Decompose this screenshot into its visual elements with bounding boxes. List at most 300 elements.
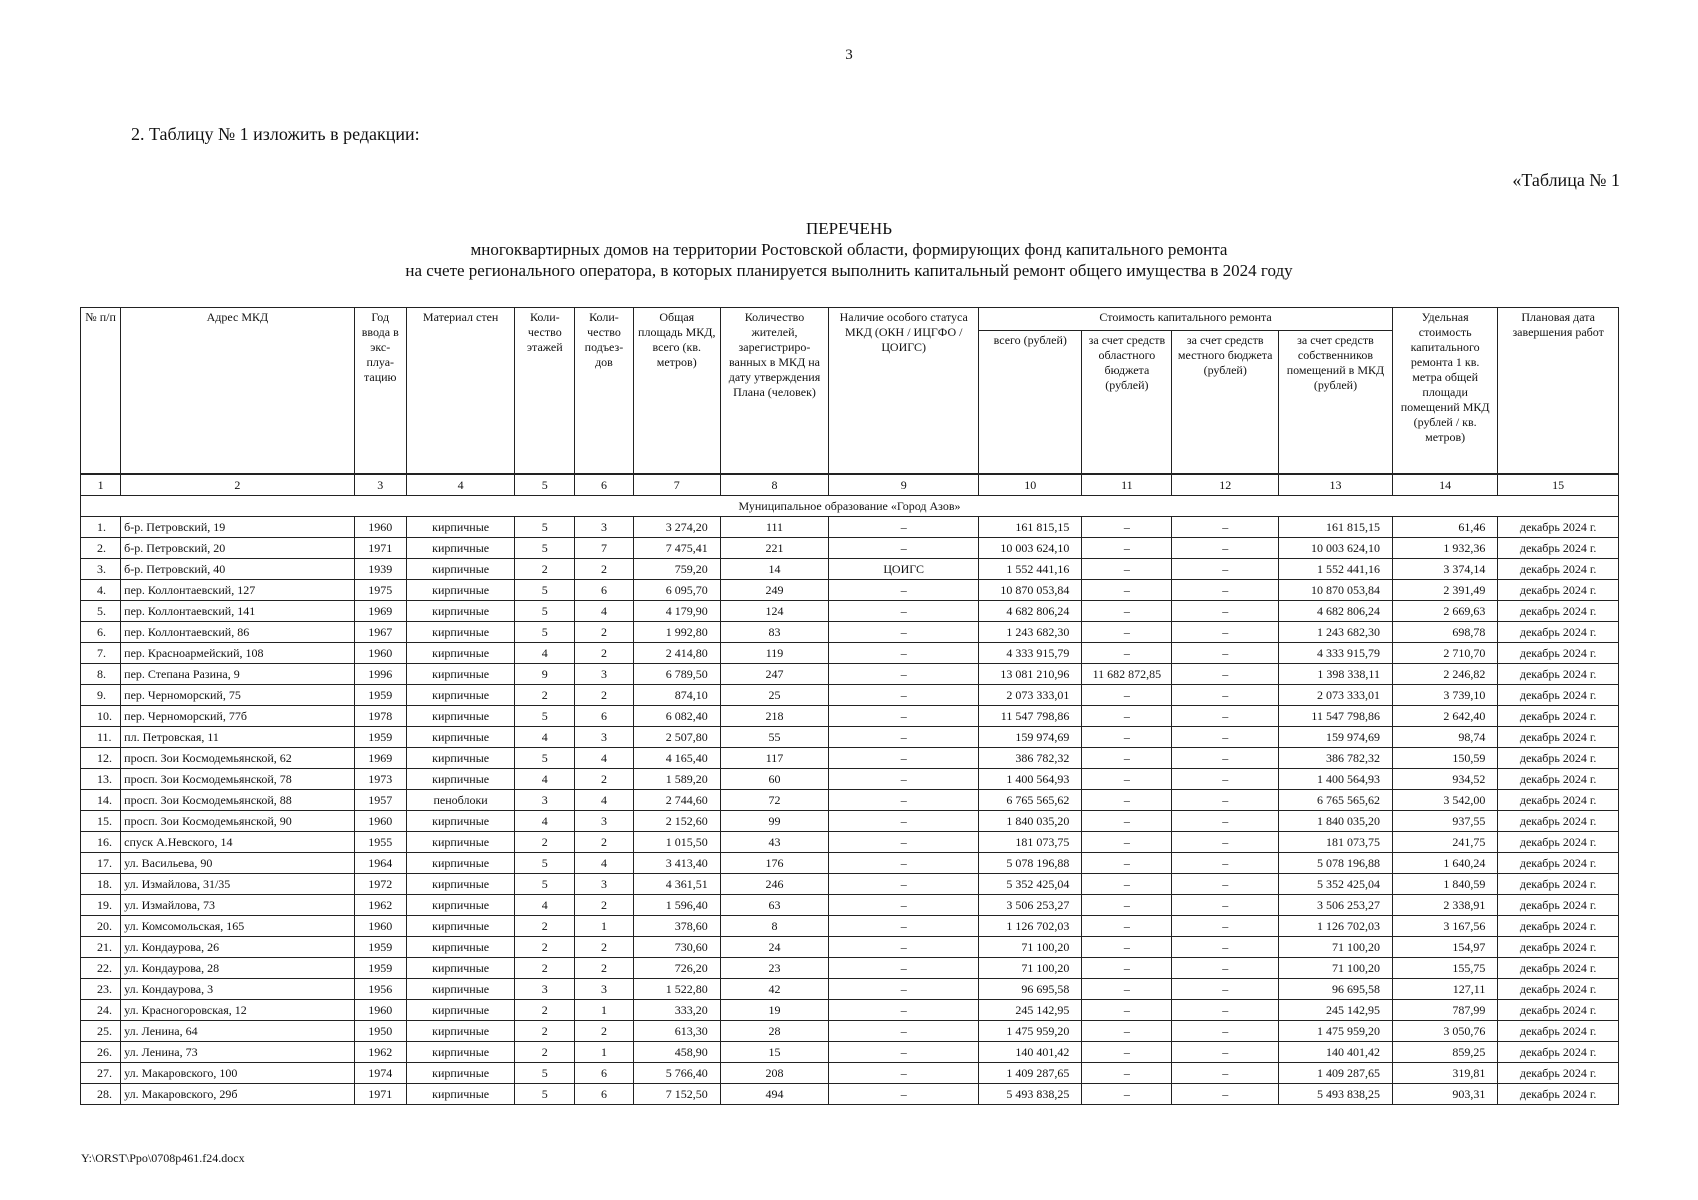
address-cell: ул. Комсомольская, 165 bbox=[121, 916, 355, 937]
cost-owners-cell: 71 100,20 bbox=[1278, 958, 1392, 979]
area-cell: 7 475,41 bbox=[633, 538, 720, 559]
header-cost-regional: за счет средств областного бюджета (рублей) bbox=[1082, 331, 1172, 475]
residents-cell: 19 bbox=[720, 1000, 829, 1021]
column-number: 13 bbox=[1278, 474, 1392, 496]
year-cell: 1959 bbox=[354, 727, 406, 748]
row-number: 13. bbox=[81, 769, 121, 790]
cost-total-cell: 1 400 564,93 bbox=[979, 769, 1082, 790]
column-number-row bbox=[81, 474, 1619, 496]
planned-date-cell: декабрь 2024 г. bbox=[1498, 538, 1619, 559]
cost-owners-cell: 11 547 798,86 bbox=[1278, 706, 1392, 727]
row-number: 11. bbox=[81, 727, 121, 748]
cost-regional-cell: 11 682 872,85 bbox=[1082, 664, 1172, 685]
material-cell: кирпичные bbox=[406, 979, 515, 1000]
column-number: 4 bbox=[406, 474, 515, 496]
header-area: Общая площадь МКД, всего (кв. метров) bbox=[633, 308, 720, 475]
table-row bbox=[81, 748, 1619, 769]
table-row bbox=[81, 853, 1619, 874]
header-status: Наличие особого статуса МКД (ОКН / ИЦГФО / ЦОИГС) bbox=[829, 308, 979, 475]
row-number: 3. bbox=[81, 559, 121, 580]
unit-cost-cell: 319,81 bbox=[1392, 1063, 1497, 1084]
residents-cell: 28 bbox=[720, 1021, 829, 1042]
area-cell: 378,60 bbox=[633, 916, 720, 937]
cost-owners-cell: 161 815,15 bbox=[1278, 517, 1392, 538]
address-cell: пер. Красноармейский, 108 bbox=[121, 643, 355, 664]
row-number: 2. bbox=[81, 538, 121, 559]
table-row bbox=[81, 685, 1619, 706]
material-cell: кирпичные bbox=[406, 643, 515, 664]
address-cell: спуск А.Невского, 14 bbox=[121, 832, 355, 853]
unit-cost-cell: 3 374,14 bbox=[1392, 559, 1497, 580]
status-cell: – bbox=[829, 538, 979, 559]
unit-cost-cell: 61,46 bbox=[1392, 517, 1497, 538]
material-cell: кирпичные bbox=[406, 748, 515, 769]
cost-local-cell: – bbox=[1172, 916, 1278, 937]
table-row bbox=[81, 643, 1619, 664]
address-cell: ул. Кондаурова, 28 bbox=[121, 958, 355, 979]
material-cell: кирпичные bbox=[406, 580, 515, 601]
row-number: 20. bbox=[81, 916, 121, 937]
cost-local-cell: – bbox=[1172, 517, 1278, 538]
planned-date-cell: декабрь 2024 г. bbox=[1498, 706, 1619, 727]
planned-date-cell: декабрь 2024 г. bbox=[1498, 643, 1619, 664]
cost-owners-cell: 5 493 838,25 bbox=[1278, 1084, 1392, 1105]
area-cell: 2 152,60 bbox=[633, 811, 720, 832]
floors-cell: 9 bbox=[515, 664, 575, 685]
table-row bbox=[81, 874, 1619, 895]
year-cell: 1955 bbox=[354, 832, 406, 853]
cost-local-cell: – bbox=[1172, 685, 1278, 706]
entrances-cell: 2 bbox=[575, 937, 634, 958]
floors-cell: 2 bbox=[515, 1042, 575, 1063]
cost-total-cell: 6 765 565,62 bbox=[979, 790, 1082, 811]
unit-cost-cell: 1 840,59 bbox=[1392, 874, 1497, 895]
residents-cell: 60 bbox=[720, 769, 829, 790]
cost-regional-cell: – bbox=[1082, 622, 1172, 643]
cost-local-cell: – bbox=[1172, 832, 1278, 853]
cost-owners-cell: 245 142,95 bbox=[1278, 1000, 1392, 1021]
cost-regional-cell: – bbox=[1082, 580, 1172, 601]
cost-regional-cell: – bbox=[1082, 979, 1172, 1000]
floors-cell: 3 bbox=[515, 790, 575, 811]
row-number: 8. bbox=[81, 664, 121, 685]
floors-cell: 5 bbox=[515, 1063, 575, 1084]
header-residents: Количество жителей, зарегистриро-ванных в МКД на дату утверждения Плана (человек) bbox=[720, 308, 829, 475]
row-number: 6. bbox=[81, 622, 121, 643]
residents-cell: 42 bbox=[720, 979, 829, 1000]
table-row bbox=[81, 1021, 1619, 1042]
cost-owners-cell: 1 398 338,11 bbox=[1278, 664, 1392, 685]
unit-cost-cell: 150,59 bbox=[1392, 748, 1497, 769]
floors-cell: 4 bbox=[515, 643, 575, 664]
material-cell: кирпичные bbox=[406, 895, 515, 916]
entrances-cell: 6 bbox=[575, 580, 634, 601]
material-cell: кирпичные bbox=[406, 1021, 515, 1042]
group-title: Муниципальное образование «Город Азов» bbox=[81, 496, 1619, 517]
floors-cell: 4 bbox=[515, 895, 575, 916]
area-cell: 458,90 bbox=[633, 1042, 720, 1063]
planned-date-cell: декабрь 2024 г. bbox=[1498, 559, 1619, 580]
cost-local-cell: – bbox=[1172, 538, 1278, 559]
cost-local-cell: – bbox=[1172, 1021, 1278, 1042]
floors-cell: 5 bbox=[515, 622, 575, 643]
cost-regional-cell: – bbox=[1082, 685, 1172, 706]
residents-cell: 14 bbox=[720, 559, 829, 580]
header-material: Материал стен bbox=[406, 308, 515, 475]
status-cell: – bbox=[829, 727, 979, 748]
residents-cell: 494 bbox=[720, 1084, 829, 1105]
year-cell: 1959 bbox=[354, 958, 406, 979]
status-cell: – bbox=[829, 811, 979, 832]
material-cell: кирпичные bbox=[406, 1084, 515, 1105]
page-number: 3 bbox=[845, 47, 853, 63]
area-cell: 1 596,40 bbox=[633, 895, 720, 916]
column-number: 5 bbox=[515, 474, 575, 496]
unit-cost-cell: 2 338,91 bbox=[1392, 895, 1497, 916]
cost-local-cell: – bbox=[1172, 580, 1278, 601]
status-cell: – bbox=[829, 580, 979, 601]
year-cell: 1971 bbox=[354, 1084, 406, 1105]
floors-cell: 5 bbox=[515, 538, 575, 559]
planned-date-cell: декабрь 2024 г. bbox=[1498, 874, 1619, 895]
area-cell: 1 589,20 bbox=[633, 769, 720, 790]
year-cell: 1964 bbox=[354, 853, 406, 874]
status-cell: ЦОИГС bbox=[829, 559, 979, 580]
address-cell: пер. Черноморский, 77б bbox=[121, 706, 355, 727]
material-cell: кирпичные bbox=[406, 664, 515, 685]
cost-regional-cell: – bbox=[1082, 559, 1172, 580]
planned-date-cell: декабрь 2024 г. bbox=[1498, 769, 1619, 790]
unit-cost-cell: 3 542,00 bbox=[1392, 790, 1497, 811]
cost-total-cell: 5 493 838,25 bbox=[979, 1084, 1082, 1105]
cost-owners-cell: 1 400 564,93 bbox=[1278, 769, 1392, 790]
cost-regional-cell: – bbox=[1082, 727, 1172, 748]
cost-local-cell: – bbox=[1172, 1000, 1278, 1021]
cost-owners-cell: 1 243 682,30 bbox=[1278, 622, 1392, 643]
material-cell: кирпичные bbox=[406, 622, 515, 643]
cost-regional-cell: – bbox=[1082, 1021, 1172, 1042]
floors-cell: 2 bbox=[515, 559, 575, 580]
cost-regional-cell: – bbox=[1082, 1063, 1172, 1084]
row-number: 10. bbox=[81, 706, 121, 727]
cost-total-cell: 140 401,42 bbox=[979, 1042, 1082, 1063]
cost-total-cell: 386 782,32 bbox=[979, 748, 1082, 769]
area-cell: 2 744,60 bbox=[633, 790, 720, 811]
cost-regional-cell: – bbox=[1082, 832, 1172, 853]
unit-cost-cell: 3 167,56 bbox=[1392, 916, 1497, 937]
material-cell: кирпичные bbox=[406, 1000, 515, 1021]
floors-cell: 5 bbox=[515, 1084, 575, 1105]
material-cell: кирпичные bbox=[406, 727, 515, 748]
floors-cell: 5 bbox=[515, 706, 575, 727]
cost-regional-cell: – bbox=[1082, 874, 1172, 895]
year-cell: 1956 bbox=[354, 979, 406, 1000]
unit-cost-cell: 127,11 bbox=[1392, 979, 1497, 1000]
table-row bbox=[81, 517, 1619, 538]
floors-cell: 2 bbox=[515, 685, 575, 706]
cost-regional-cell: – bbox=[1082, 895, 1172, 916]
area-cell: 6 082,40 bbox=[633, 706, 720, 727]
row-number: 18. bbox=[81, 874, 121, 895]
table-row bbox=[81, 937, 1619, 958]
status-cell: – bbox=[829, 664, 979, 685]
column-number: 2 bbox=[121, 474, 355, 496]
cost-local-cell: – bbox=[1172, 1084, 1278, 1105]
entrances-cell: 2 bbox=[575, 895, 634, 916]
address-cell: ул. Макаровского, 29б bbox=[121, 1084, 355, 1105]
year-cell: 1971 bbox=[354, 538, 406, 559]
year-cell: 1969 bbox=[354, 601, 406, 622]
planned-date-cell: декабрь 2024 г. bbox=[1498, 811, 1619, 832]
address-cell: б-р. Петровский, 40 bbox=[121, 559, 355, 580]
row-number: 25. bbox=[81, 1021, 121, 1042]
area-cell: 4 179,90 bbox=[633, 601, 720, 622]
row-number: 9. bbox=[81, 685, 121, 706]
floors-cell: 4 bbox=[515, 727, 575, 748]
cost-local-cell: – bbox=[1172, 958, 1278, 979]
table-row bbox=[81, 916, 1619, 937]
entrances-cell: 4 bbox=[575, 748, 634, 769]
year-cell: 1950 bbox=[354, 1021, 406, 1042]
title-line-3: на счете регионального оператора, в которых планируется выполнить капитальный ремонт общего имущества в 2024 году bbox=[405, 261, 1293, 280]
row-number: 4. bbox=[81, 580, 121, 601]
residents-cell: 117 bbox=[720, 748, 829, 769]
cost-regional-cell: – bbox=[1082, 706, 1172, 727]
cost-total-cell: 181 073,75 bbox=[979, 832, 1082, 853]
year-cell: 1960 bbox=[354, 916, 406, 937]
material-cell: кирпичные bbox=[406, 685, 515, 706]
residents-cell: 99 bbox=[720, 811, 829, 832]
address-cell: ул. Кондаурова, 26 bbox=[121, 937, 355, 958]
table-caption: «Таблица № 1 bbox=[1512, 170, 1620, 190]
title-line-1: ПЕРЕЧЕНЬ bbox=[806, 219, 892, 238]
residents-cell: 55 bbox=[720, 727, 829, 748]
status-cell: – bbox=[829, 643, 979, 664]
address-cell: просп. Зои Космодемьянской, 78 bbox=[121, 769, 355, 790]
cost-total-cell: 10 003 624,10 bbox=[979, 538, 1082, 559]
planned-date-cell: декабрь 2024 г. bbox=[1498, 853, 1619, 874]
residents-cell: 124 bbox=[720, 601, 829, 622]
unit-cost-cell: 859,25 bbox=[1392, 1042, 1497, 1063]
residents-cell: 83 bbox=[720, 622, 829, 643]
year-cell: 1974 bbox=[354, 1063, 406, 1084]
material-cell: кирпичные bbox=[406, 769, 515, 790]
residents-cell: 8 bbox=[720, 916, 829, 937]
area-cell: 874,10 bbox=[633, 685, 720, 706]
entrances-cell: 2 bbox=[575, 685, 634, 706]
entrances-cell: 6 bbox=[575, 1063, 634, 1084]
material-cell: пеноблоки bbox=[406, 790, 515, 811]
cost-total-cell: 10 870 053,84 bbox=[979, 580, 1082, 601]
floors-cell: 2 bbox=[515, 832, 575, 853]
column-number: 15 bbox=[1498, 474, 1619, 496]
cost-local-cell: – bbox=[1172, 664, 1278, 685]
area-cell: 1 522,80 bbox=[633, 979, 720, 1000]
floors-cell: 5 bbox=[515, 601, 575, 622]
cost-owners-cell: 5 352 425,04 bbox=[1278, 874, 1392, 895]
area-cell: 3 413,40 bbox=[633, 853, 720, 874]
unit-cost-cell: 155,75 bbox=[1392, 958, 1497, 979]
footer-file-path: Y:\ORST\Ppo\0708p461.f24.docx bbox=[81, 1151, 245, 1165]
unit-cost-cell: 2 710,70 bbox=[1392, 643, 1497, 664]
cost-local-cell: – bbox=[1172, 979, 1278, 1000]
address-cell: б-р. Петровский, 19 bbox=[121, 517, 355, 538]
address-cell: ул. Ленина, 73 bbox=[121, 1042, 355, 1063]
cost-local-cell: – bbox=[1172, 790, 1278, 811]
cost-local-cell: – bbox=[1172, 895, 1278, 916]
planned-date-cell: декабрь 2024 г. bbox=[1498, 958, 1619, 979]
cost-owners-cell: 10 870 053,84 bbox=[1278, 580, 1392, 601]
header-cost-total: всего (рублей) bbox=[979, 331, 1082, 475]
unit-cost-cell: 1 640,24 bbox=[1392, 853, 1497, 874]
cost-regional-cell: – bbox=[1082, 1000, 1172, 1021]
status-cell: – bbox=[829, 622, 979, 643]
residents-cell: 176 bbox=[720, 853, 829, 874]
cost-regional-cell: – bbox=[1082, 769, 1172, 790]
status-cell: – bbox=[829, 958, 979, 979]
material-cell: кирпичные bbox=[406, 874, 515, 895]
cost-owners-cell: 1 126 702,03 bbox=[1278, 916, 1392, 937]
row-number: 1. bbox=[81, 517, 121, 538]
column-number: 8 bbox=[720, 474, 829, 496]
table-row bbox=[81, 622, 1619, 643]
entrances-cell: 2 bbox=[575, 622, 634, 643]
unit-cost-cell: 154,97 bbox=[1392, 937, 1497, 958]
cost-regional-cell: – bbox=[1082, 853, 1172, 874]
cost-total-cell: 1 475 959,20 bbox=[979, 1021, 1082, 1042]
material-cell: кирпичные bbox=[406, 601, 515, 622]
material-cell: кирпичные bbox=[406, 706, 515, 727]
title-line-2: многоквартирных домов на территории Ростовской области, формирующих фонд капитального ремонта bbox=[470, 240, 1228, 259]
status-cell: – bbox=[829, 1063, 979, 1084]
cost-owners-cell: 96 695,58 bbox=[1278, 979, 1392, 1000]
floors-cell: 5 bbox=[515, 517, 575, 538]
cost-regional-cell: – bbox=[1082, 538, 1172, 559]
residents-cell: 119 bbox=[720, 643, 829, 664]
cost-total-cell: 161 815,15 bbox=[979, 517, 1082, 538]
header-cost-owners: за счет средств собственников помещений в МКД (рублей) bbox=[1278, 331, 1392, 475]
cost-total-cell: 1 840 035,20 bbox=[979, 811, 1082, 832]
table-row bbox=[81, 1084, 1619, 1105]
status-cell: – bbox=[829, 853, 979, 874]
status-cell: – bbox=[829, 1021, 979, 1042]
row-number: 16. bbox=[81, 832, 121, 853]
entrances-cell: 2 bbox=[575, 769, 634, 790]
planned-date-cell: декабрь 2024 г. bbox=[1498, 748, 1619, 769]
column-number: 14 bbox=[1392, 474, 1497, 496]
row-number: 12. bbox=[81, 748, 121, 769]
table-row bbox=[81, 559, 1619, 580]
cost-owners-cell: 4 682 806,24 bbox=[1278, 601, 1392, 622]
planned-date-cell: декабрь 2024 г. bbox=[1498, 517, 1619, 538]
table-row bbox=[81, 958, 1619, 979]
entrances-cell: 3 bbox=[575, 979, 634, 1000]
residents-cell: 247 bbox=[720, 664, 829, 685]
residents-cell: 63 bbox=[720, 895, 829, 916]
cost-local-cell: – bbox=[1172, 937, 1278, 958]
floors-cell: 2 bbox=[515, 916, 575, 937]
cost-total-cell: 1 126 702,03 bbox=[979, 916, 1082, 937]
cost-total-cell: 3 506 253,27 bbox=[979, 895, 1082, 916]
table-row bbox=[81, 790, 1619, 811]
floors-cell: 5 bbox=[515, 853, 575, 874]
unit-cost-cell: 2 669,63 bbox=[1392, 601, 1497, 622]
cost-regional-cell: – bbox=[1082, 1042, 1172, 1063]
cost-total-cell: 4 682 806,24 bbox=[979, 601, 1082, 622]
address-cell: ул. Ленина, 64 bbox=[121, 1021, 355, 1042]
planned-date-cell: декабрь 2024 г. bbox=[1498, 1042, 1619, 1063]
address-cell: пер. Черноморский, 75 bbox=[121, 685, 355, 706]
cost-total-cell: 71 100,20 bbox=[979, 937, 1082, 958]
cost-regional-cell: – bbox=[1082, 1084, 1172, 1105]
unit-cost-cell: 2 642,40 bbox=[1392, 706, 1497, 727]
material-cell: кирпичные bbox=[406, 538, 515, 559]
table-row bbox=[81, 1063, 1619, 1084]
entrances-cell: 6 bbox=[575, 1084, 634, 1105]
year-cell: 1959 bbox=[354, 685, 406, 706]
material-cell: кирпичные bbox=[406, 853, 515, 874]
address-cell: пер. Коллонтаевский, 141 bbox=[121, 601, 355, 622]
cost-local-cell: – bbox=[1172, 874, 1278, 895]
entrances-cell: 1 bbox=[575, 1000, 634, 1021]
unit-cost-cell: 3 739,10 bbox=[1392, 685, 1497, 706]
material-cell: кирпичные bbox=[406, 832, 515, 853]
planned-date-cell: декабрь 2024 г. bbox=[1498, 916, 1619, 937]
status-cell: – bbox=[829, 706, 979, 727]
cost-total-cell: 2 073 333,01 bbox=[979, 685, 1082, 706]
status-cell: – bbox=[829, 748, 979, 769]
row-number: 21. bbox=[81, 937, 121, 958]
header-num: № п/п bbox=[81, 308, 121, 475]
cost-owners-cell: 1 552 441,16 bbox=[1278, 559, 1392, 580]
residents-cell: 221 bbox=[720, 538, 829, 559]
cost-local-cell: – bbox=[1172, 1042, 1278, 1063]
table-row bbox=[81, 1042, 1619, 1063]
table-row bbox=[81, 706, 1619, 727]
cost-local-cell: – bbox=[1172, 601, 1278, 622]
header-address: Адрес МКД bbox=[121, 308, 355, 475]
year-cell: 1967 bbox=[354, 622, 406, 643]
header-entrances: Коли-чество подъез-дов bbox=[575, 308, 634, 475]
table-row bbox=[81, 601, 1619, 622]
address-cell: пер. Коллонтаевский, 86 bbox=[121, 622, 355, 643]
address-cell: просп. Зои Космодемьянской, 62 bbox=[121, 748, 355, 769]
column-number: 7 bbox=[633, 474, 720, 496]
status-cell: – bbox=[829, 937, 979, 958]
cost-owners-cell: 4 333 915,79 bbox=[1278, 643, 1392, 664]
status-cell: – bbox=[829, 1000, 979, 1021]
column-number: 11 bbox=[1082, 474, 1172, 496]
planned-date-cell: декабрь 2024 г. bbox=[1498, 895, 1619, 916]
cost-local-cell: – bbox=[1172, 643, 1278, 664]
entrances-cell: 7 bbox=[575, 538, 634, 559]
area-cell: 333,20 bbox=[633, 1000, 720, 1021]
row-number: 7. bbox=[81, 643, 121, 664]
area-cell: 759,20 bbox=[633, 559, 720, 580]
address-cell: ул. Кондаурова, 3 bbox=[121, 979, 355, 1000]
row-number: 24. bbox=[81, 1000, 121, 1021]
table-row bbox=[81, 811, 1619, 832]
cost-total-cell: 1 409 287,65 bbox=[979, 1063, 1082, 1084]
cost-owners-cell: 159 974,69 bbox=[1278, 727, 1392, 748]
entrances-cell: 3 bbox=[575, 727, 634, 748]
table-row bbox=[81, 727, 1619, 748]
area-cell: 6 095,70 bbox=[633, 580, 720, 601]
entrances-cell: 3 bbox=[575, 874, 634, 895]
cost-owners-cell: 10 003 624,10 bbox=[1278, 538, 1392, 559]
address-cell: пер. Коллонтаевский, 127 bbox=[121, 580, 355, 601]
column-number: 9 bbox=[829, 474, 979, 496]
